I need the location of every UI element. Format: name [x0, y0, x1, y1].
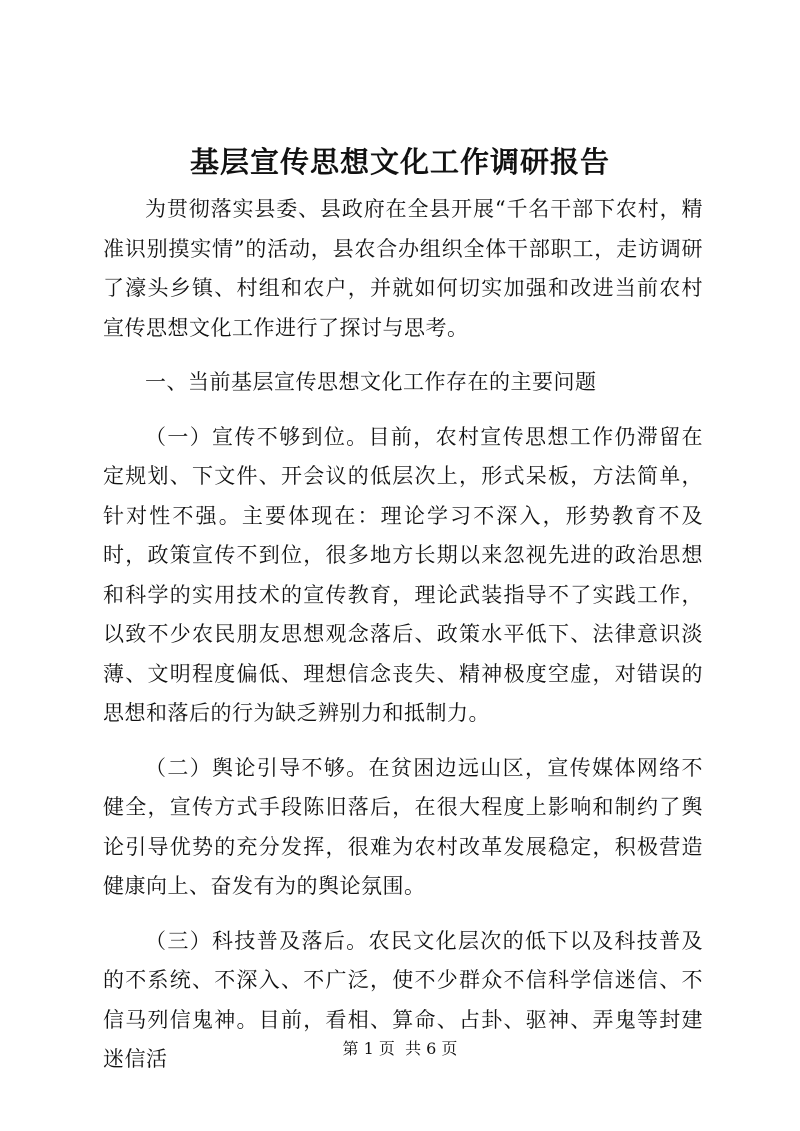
page-footer: 第 1 页 共 6 页: [342, 1039, 458, 1058]
section-heading: 一、当前基层宣传思想文化工作存在的主要问题: [145, 370, 597, 394]
document-title: 基层宣传思想文化工作调研报告: [189, 145, 610, 179]
issue-paragraph-1: （一）宣传不够到位。目前，农村宣传思想工作仍滞留在定规划、下文件、开会议的低层次上，形式呆板，方法简单，针对性不强。主要体现在：理论学习不深入，形势教育不及时，政策宣传不到位，很多地方长期以来忽视先进的政治思想和科学的实用技术的宣传教育，理论武装指导不了实践工作，以致不少农民朋友思想观念落后、政策水平低下、法律意识淡薄、文明程度偏低、理想信念丧失、精神极度空虚，对错误的思想和落后的行为缺乏辨别力和抵制力。: [103, 424, 703, 725]
document-body: [103, 190, 703, 1095]
issue-paragraph-3: （三）科技普及落后。农民文化层次的低下以及科技普及的不系统、不深入、不广泛，使不少群众不信科学信迷信、不信马列信鬼神。目前，看相、算命、占卦、驱神、弄鬼等封建迷信活: [103, 928, 703, 1071]
issue-paragraph-2: （二）舆论引导不够。在贫困边远山区，宣传媒体网络不健全，宣传方式手段陈旧落后，在很大程度上影响和制约了舆论引导优势的充分发挥，很难为农村改革发展稳定，积极营造健康向上、奋发有为的舆论氛围。: [103, 755, 703, 898]
intro-paragraph: 为贯彻落实县委、县政府在全县开展“千名干部下农村，精准识别摸实情”的活动，县农合办组织全体干部职工，走访调研了濠头乡镇、村组和农户，并就如何切实加强和改进当前农村宣传思想文化工作进行了探讨与思考。: [103, 197, 703, 340]
